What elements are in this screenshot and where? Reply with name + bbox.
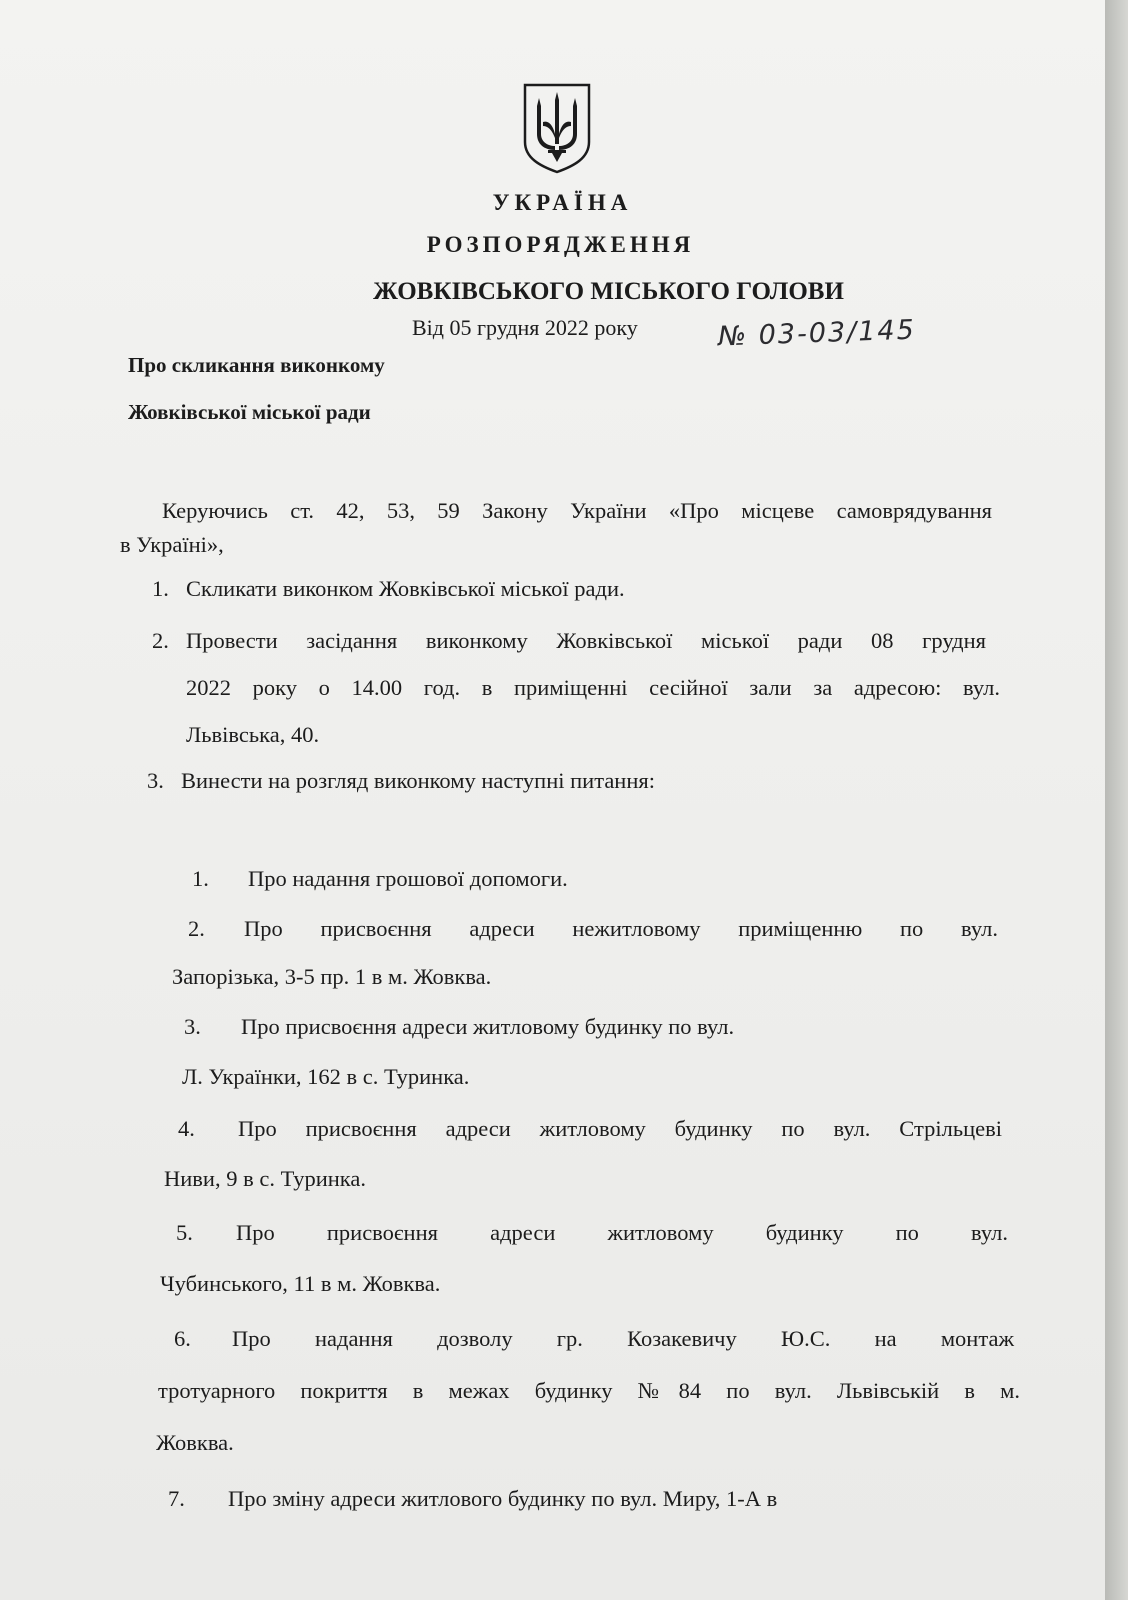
country-heading: УКРАЇНА bbox=[492, 190, 633, 215]
item-2-line-3: Львівська, 40. bbox=[186, 722, 320, 747]
agenda-1-line-1: Про надання грошової допомоги. bbox=[248, 866, 568, 891]
subject-line-2: Жовківської міської ради bbox=[128, 400, 371, 424]
agenda-1-number: 1. bbox=[192, 866, 209, 891]
agenda-3-line-1: Про присвоєння адреси житловому будинку по вул. bbox=[241, 1014, 735, 1039]
agenda-4-line-2: Ниви, 9 в с. Туринка. bbox=[164, 1166, 366, 1191]
agenda-5-number: 5. bbox=[176, 1220, 193, 1245]
agenda-3-number: 3. bbox=[184, 1014, 201, 1039]
preamble-line-2: в Україні», bbox=[120, 532, 224, 557]
agenda-6-line-1: Про надання дозволу гр. Козакевичу Ю.С. на монтаж bbox=[232, 1326, 1014, 1351]
trident-emblem-icon bbox=[522, 82, 592, 174]
preamble-line-1: Керуючись ст. 42, 53, 59 Закону України «Про місцеве самоврядування bbox=[162, 498, 992, 523]
agenda-4-number: 4. bbox=[178, 1116, 195, 1141]
agenda-6-number: 6. bbox=[174, 1326, 191, 1351]
agenda-5-line-1: Про присвоєння адреси житловому будинку по вул. bbox=[236, 1220, 1008, 1245]
agenda-6-line-2: тротуарного покриття в межах будинку №84 по вул. Львівській в м. bbox=[158, 1378, 1020, 1403]
item-3-number: 3. bbox=[147, 768, 164, 793]
handwritten-document-number: № 03-03/145 bbox=[717, 314, 917, 353]
agenda-2-number: 2. bbox=[188, 916, 205, 941]
background-edge bbox=[1105, 0, 1128, 1600]
agenda-7-number: 7. bbox=[168, 1486, 185, 1511]
agenda-3-line-2: Л. Українки, 162 в с. Туринка. bbox=[182, 1064, 470, 1089]
item-2-line-2: 2022 року о 14.00 год. в приміщенні сесійної зали за адресою: вул. bbox=[186, 675, 1000, 700]
agenda-2-line-1: Про присвоєння адреси нежитловому приміщенню по вул. bbox=[244, 916, 998, 941]
subject-line-1: Про скликання виконкому bbox=[128, 353, 385, 377]
item-1-number: 1. bbox=[152, 576, 169, 601]
document-date: Від 05 грудня 2022 року bbox=[412, 315, 638, 340]
agenda-5-line-2: Чубинського, 11 в м. Жовква. bbox=[160, 1271, 441, 1296]
item-2-line-1: Провести засідання виконкому Жовківської міської ради 08 грудня bbox=[186, 628, 986, 653]
agenda-2-line-2: Запорізька, 3-5 пр. 1 в м. Жовква. bbox=[172, 964, 492, 989]
agenda-4-line-1: Про присвоєння адреси житловому будинку по вул. Стрільцеві bbox=[238, 1116, 1002, 1141]
item-3-text: Винести на розгляд виконкому наступні питання: bbox=[181, 768, 655, 793]
item-1-text: Скликати виконком Жовківської міської ради. bbox=[186, 576, 625, 601]
issuer-heading: ЖОВКІВСЬКОГО МІСЬКОГО ГОЛОВИ bbox=[373, 278, 844, 305]
agenda-6-line-3: Жовква. bbox=[156, 1430, 234, 1455]
document-type-heading: РОЗПОРЯДЖЕННЯ bbox=[426, 232, 695, 257]
agenda-7-line-1: Про зміну адреси житлового будинку по вул. Миру, 1-А в bbox=[228, 1486, 778, 1511]
item-2-number: 2. bbox=[152, 628, 169, 653]
